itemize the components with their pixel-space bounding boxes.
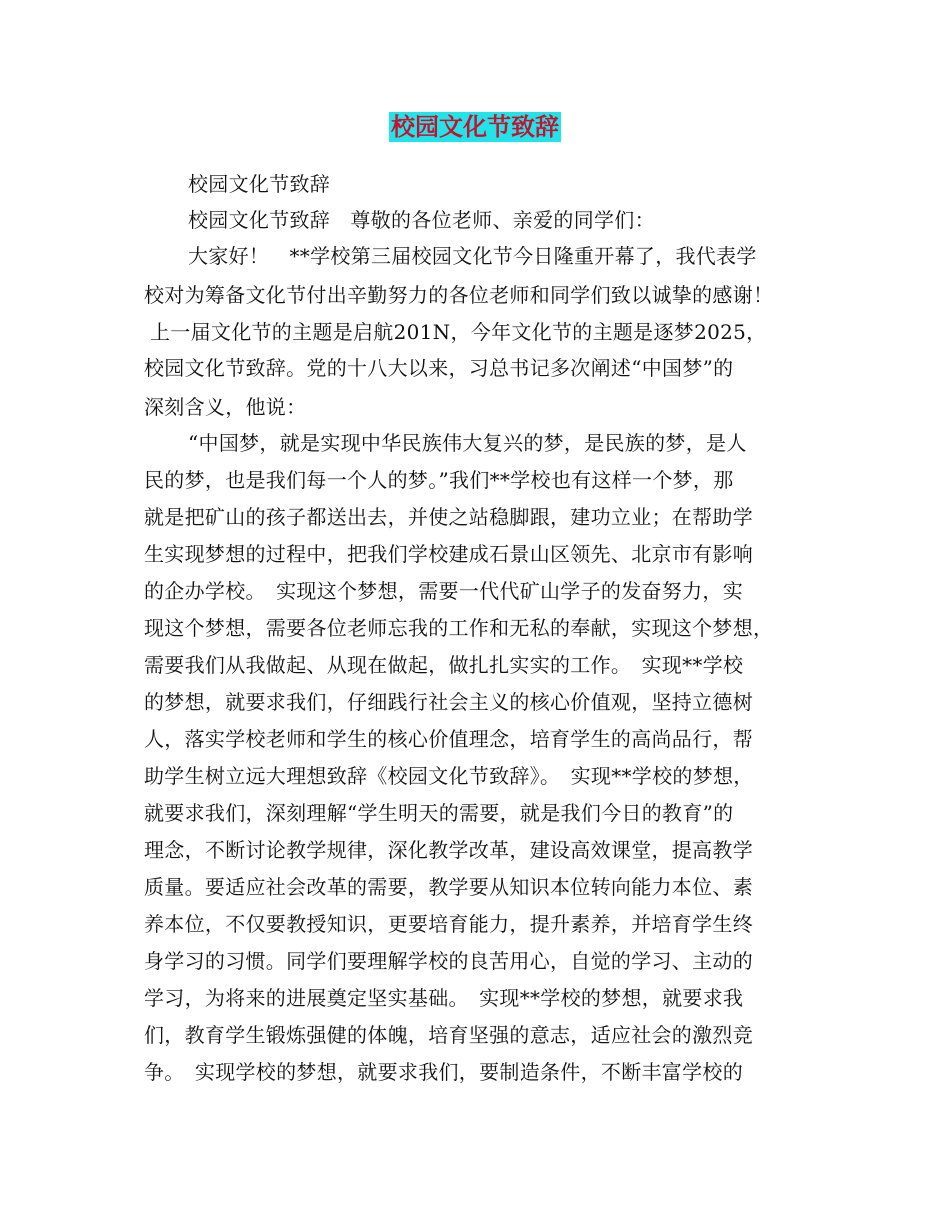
body-line: 校园文化节致辞。党的十八大以来，习总书记多次阐述“中国梦”的 xyxy=(144,356,734,380)
document-title: 校园文化节致辞 xyxy=(391,113,559,141)
body-line: 校园文化节致辞 尊敬的各位老师、亲爱的同学们： xyxy=(188,208,655,232)
body-line: 的企办学校。 实现这个梦想，需要一代代矿山学子的发奋努力，实 xyxy=(144,579,743,603)
body-line: 理念，不断讨论教学规律，深化教学改革，建设高效课堂，提高教学 xyxy=(144,838,753,862)
body-line: 们，教育学生锻炼强健的体魄，培育坚强的意志，适应社会的激烈竞 xyxy=(144,1023,753,1047)
body-line: 身学习的习惯。同学们要理解学校的良苦用心，自觉的学习、主动的 xyxy=(144,949,753,973)
body-line: 校园文化节致辞 xyxy=(188,172,331,196)
body-line: 助学生树立远大理想致辞《校园文化节致辞》。 实现**学校的梦想， xyxy=(144,764,754,788)
body-line: 争。 实现学校的梦想，就要求我们，要制造条件，不断丰富学校的 xyxy=(144,1060,743,1084)
body-line: “中国梦，就是实现中华民族伟大复兴的梦，是民族的梦，是人 xyxy=(188,431,747,455)
body-line: 养本位，不仅要教授知识，更要培育能力，提升素养，并培育学生终 xyxy=(144,912,753,936)
body-line: 就要求我们，深刻理解“学生明天的需要，就是我们今日的教育”的 xyxy=(144,801,734,825)
body-line: 质量。要适应社会改革的需要，教学要从知识本位转向能力本位、素 xyxy=(144,875,753,899)
body-line: 现这个梦想，需要各位老师忘我的工作和无私的奉献，实现这个梦想， xyxy=(144,616,774,640)
body-line: 上一届文化节的主题是启航201N，今年文化节的主题是逐梦2025， xyxy=(150,320,767,344)
body-line: 人，落实学校老师和学生的核心价值理念，培育学生的高尚品行，帮 xyxy=(144,727,753,751)
body-line: 就是把矿山的孩子都送出去，并使之站稳脚跟，建功立业；在帮助学 xyxy=(144,505,753,529)
body-line: 校对为筹备文化节付出辛勤努力的各位老师和同学们致以诚挚的感谢！ xyxy=(144,283,774,307)
body-line: 大家好！ **学校第三届校园文化节今日隆重开幕了，我代表学 xyxy=(188,244,757,268)
body-line: 民的梦，也是我们每一个人的梦。”我们**学校也有这样一个梦，那 xyxy=(144,468,734,492)
body-line: 生实现梦想的过程中，把我们学校建成石景山区领先、北京市有影响 xyxy=(144,542,753,566)
body-line: 需要我们从我做起、从现在做起，做扎扎实实的工作。 实现**学校 xyxy=(144,653,744,677)
title-container xyxy=(0,112,950,142)
body-line: 学习，为将来的进展奠定坚实基础。 实现**学校的梦想，就要求我 xyxy=(144,986,744,1010)
body-line: 深刻含义，他说： xyxy=(144,395,307,419)
body-line: 的梦想，就要求我们，仔细践行社会主义的核心价值观，坚持立德树 xyxy=(144,690,753,714)
